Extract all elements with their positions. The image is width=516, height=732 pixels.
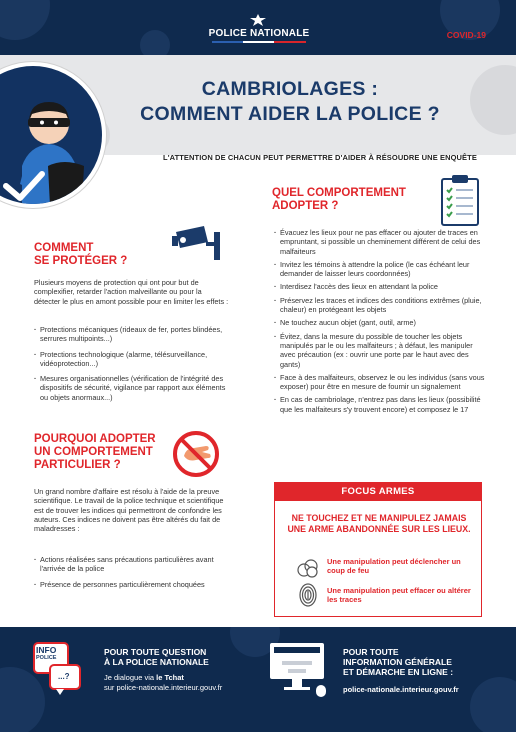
footer-text-line — [104, 673, 264, 683]
section-title-comportement — [272, 187, 432, 213]
logo-text: POLICE NATIONALE — [208, 28, 310, 39]
virus-decoration-icon — [0, 0, 50, 40]
footer-right-link[interactable]: police-nationale.interieur.gouv.fr — [343, 685, 459, 694]
title-line-1: CAMBRIOLAGES : — [201, 78, 379, 100]
list-item: · Évacuez les lieux pour ne pas effacer ou ajouter de traces en empruntant, si possible un cheminement différent de celui des malfaiteurs — [274, 228, 486, 256]
list-item: · Mesures organisationnelles (vérification de l'intégrité des dispositifs de sécurité, vigilance par rapport aux éléments ou objets anormaux...) — [34, 374, 230, 402]
info-badge-line: POLICE — [36, 655, 57, 661]
covid-badge: COVID-19 — [446, 30, 486, 40]
proteger-list — [34, 325, 230, 406]
tricolor-line — [212, 41, 306, 43]
focus-item-2: Une manipulation peut effacer ou altérer les traces — [327, 586, 471, 605]
footer-left-text — [104, 673, 264, 692]
footer-bar — [0, 627, 516, 732]
list-item: · Ne touchez aucun objet (gant, outil, arme) — [274, 318, 486, 327]
list-item: · Protections mécaniques (rideaux de fer, portes blindées, serrures multipoints...) — [34, 325, 230, 344]
list-item: · Interdisez l'accès des lieux en attendant la police — [274, 282, 486, 291]
proteger-intro: Plusieurs moyens de protection qui ont pour but de complexifier, retarder l'action malveillante ou pour la détecter le plus en amont possible pour en limiter les effets : — [34, 278, 229, 306]
info-badge-line: INFO — [36, 645, 57, 655]
list-item: · Évitez, dans la mesure du possible de toucher les objets manipulés par le ou les malfaiteurs ; à défaut, les manipuler avec précaution (ex : ouvrir une porte par le haut avec des gants) — [274, 332, 486, 369]
title-line: POURQUOI ADOPTER — [34, 433, 156, 445]
no-touch-icon — [172, 430, 220, 478]
footer-title-line: POUR TOUTE QUESTION — [104, 647, 207, 657]
info-badge-label — [36, 646, 66, 662]
footer-left-title — [104, 647, 244, 667]
list-item: · Protections technologique (alarme, télésurveillance, vidéoprotection...) — [34, 350, 230, 369]
title-line-2: COMMENT AIDER LA POLICE ? — [140, 103, 440, 125]
header-bar — [0, 0, 516, 55]
police-star-icon — [250, 14, 266, 26]
fingerprint-icon — [299, 583, 317, 607]
title-line: SE PROTÉGER ? — [34, 255, 128, 267]
footer-title-line: À LA POLICE NATIONALE — [104, 657, 209, 667]
section-title-pourquoi — [34, 433, 184, 472]
footer-title-line: ET DÉMARCHE EN LIGNE : — [343, 667, 454, 677]
smoke-icon — [297, 558, 319, 578]
checklist-icon — [440, 175, 480, 227]
title-line: UN COMPORTEMENT — [34, 446, 153, 458]
focus-item-1: Une manipulation peut déclencher un coup de feu — [327, 557, 461, 576]
footer-title-line: POUR TOUTE — [343, 647, 399, 657]
focus-armes-box — [274, 482, 482, 617]
section-title-proteger — [34, 242, 154, 268]
focus-heading: FOCUS ARMES — [275, 483, 481, 501]
page-title — [100, 77, 480, 127]
pourquoi-intro: Un grand nombre d'affaire est résolu à l'aide de la preuve scientifique. Le travail de la police technique et scientifique est de trouver les indices qui permettront de confondre les auteurs. Ces indices ne doivent pas être altérés du fait de maladresses : — [34, 487, 224, 534]
list-item: · En cas de cambriolage, n'entrez pas dans les lieux (possibilité que les malfaiteurs s'y trouvent encore) et composez le 17 — [274, 395, 486, 414]
list-item: · Face à des malfaiteurs, observez le ou les individus (sans vous exposer) pour être en mesure de fournir un signalement — [274, 373, 486, 392]
police-logo — [204, 14, 314, 44]
subtitle: L'ATTENTION DE CHACUN PEUT PERMETTRE D'AIDER À RÉSOUDRE UNE ENQUÊTE — [163, 153, 477, 162]
computer-icon — [268, 641, 332, 699]
title-line: QUEL COMPORTEMENT — [272, 187, 406, 199]
footer-text-prefix: Je dialogue via — [104, 673, 157, 682]
virus-decoration-icon — [140, 30, 170, 55]
info-badge-dots: ...? — [58, 672, 70, 681]
camera-icon — [172, 222, 224, 264]
title-line: COMMENT — [34, 242, 94, 254]
pourquoi-list — [34, 555, 230, 593]
footer-title-line: INFORMATION GÉNÉRALE — [343, 657, 452, 667]
list-item: · Préservez les traces et indices des conditions extrêmes (pluie, chaleur) en protégeant les objets — [274, 296, 486, 315]
footer-right-title — [343, 647, 503, 677]
tchat-link[interactable]: le Tchat — [156, 673, 184, 682]
list-item: · Invitez les témoins à attendre la police (le cas échéant leur demander de laisser leurs coordonnées) — [274, 260, 486, 279]
comportement-list — [274, 228, 486, 418]
list-item: · Actions réalisées sans précautions particulières avant l'arrivée de la police — [34, 555, 230, 574]
title-line: ADOPTER ? — [272, 200, 339, 212]
footer-text-line: sur police-nationale.interieur.gouv.fr — [104, 682, 223, 692]
focus-main-text: NE TOUCHEZ ET NE MANIPULEZ JAMAIS UNE ARME ABANDONNÉE SUR LES LIEUX. — [287, 513, 471, 534]
list-item: · Présence de personnes particulièrement choquées — [34, 580, 230, 589]
title-line: PARTICULIER ? — [34, 459, 121, 471]
